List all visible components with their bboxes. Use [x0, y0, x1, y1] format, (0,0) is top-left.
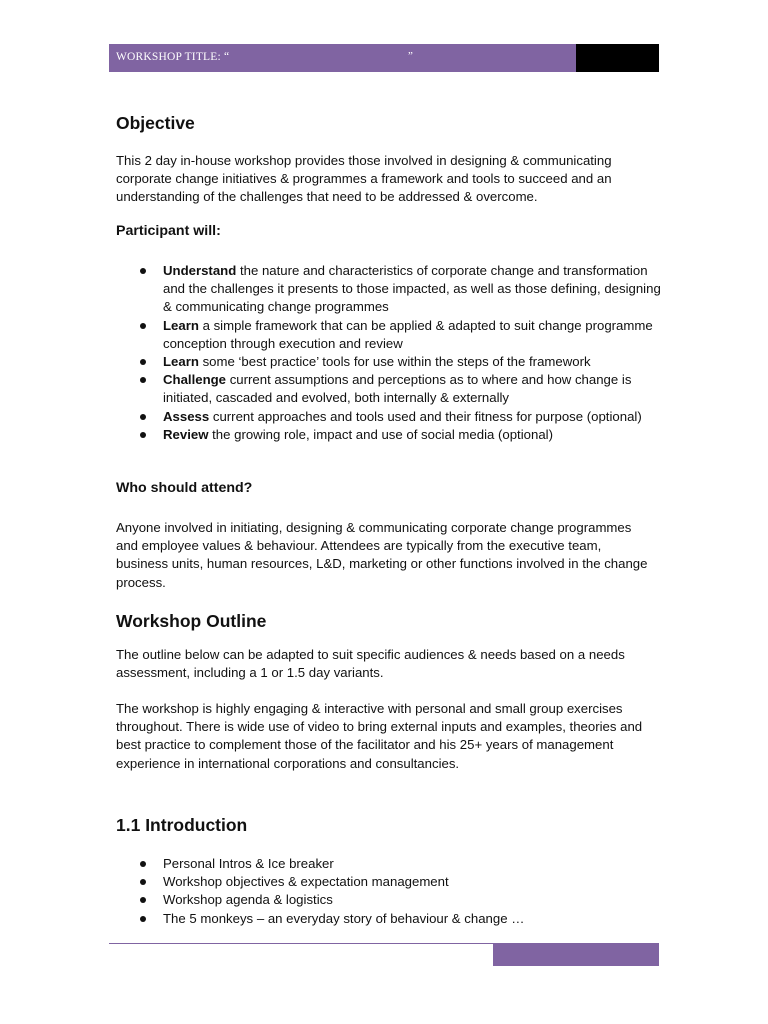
- list-item: [116, 408, 661, 426]
- list-item: [116, 262, 661, 317]
- list-item: [116, 371, 661, 407]
- list-item-text: Workshop agenda & logistics: [163, 892, 333, 908]
- list-item-text: Personal Intros & Ice breaker: [163, 856, 334, 871]
- outline-heading: Workshop Outline: [116, 611, 267, 631]
- attend-text: Anyone involved in initiating, designing & communicating corporate change programmes and employee values & behaviour. Attendees are typically from the executive team, business units, human resources, L&D, marketing or other functions involved in the change process.: [116, 520, 648, 590]
- bullet-icon: [140, 377, 146, 383]
- list-item-lead: Assess: [163, 408, 210, 424]
- list-item-text: Workshop objectives & expectation management: [163, 874, 449, 890]
- list-item: [116, 426, 661, 444]
- workshop-title-close-quote: ”: [408, 50, 413, 62]
- list-item: [116, 317, 661, 353]
- participant-heading: Participant will:: [116, 223, 221, 239]
- bullet-icon: [140, 359, 146, 365]
- list-item: [116, 891, 661, 909]
- header-black-block: [576, 44, 659, 72]
- list-item-lead: Learn: [163, 354, 199, 370]
- bullet-icon: [140, 897, 146, 903]
- list-item-text: the growing role, impact and use of social media (optional): [208, 426, 553, 442]
- list-item-text: a simple framework that can be applied & adapted to suit change programme conception through execution and review: [163, 317, 653, 351]
- bullet-icon: [140, 323, 146, 329]
- participant-list: [116, 262, 661, 444]
- bullet-icon: [140, 879, 146, 885]
- objective-text: This 2 day in-house workshop provides those involved in designing & communicating corporate change initiatives & programmes a framework and tools to succeed and an understanding of the challenges that need to be addressed & overcome.: [116, 153, 612, 205]
- list-item-text: the nature and characteristics of corporate change and transformation and the challenges it presents to those impacted, as well as those defining, designing & communicating change programmes: [163, 263, 661, 315]
- bullet-icon: [140, 414, 146, 420]
- bullet-icon: [140, 268, 146, 274]
- footer-bar: [493, 944, 659, 966]
- list-item-lead: Challenge: [163, 372, 227, 388]
- list-item-text: The 5 monkeys – an everyday story of behaviour & change …: [163, 910, 525, 926]
- outline-text-1: The outline below can be adapted to suit specific audiences & needs based on a needs assessment, including a 1 or 1.5 day variants.: [116, 647, 625, 681]
- bullet-icon: [140, 916, 146, 922]
- bullet-icon: [140, 861, 146, 867]
- list-item-text: current approaches and tools used and their fitness for purpose (optional): [209, 408, 642, 424]
- list-item-lead: Understand: [163, 263, 237, 278]
- list-item-lead: Learn: [163, 317, 199, 333]
- list-item: [116, 873, 661, 891]
- outline-text-2: The workshop is highly engaging & interactive with personal and small group exercises throughout. There is wide use of video to bring external inputs and examples, theories and best practice to complement those of the facilitator and his 25+ years of management experience in international corporations and consultancies.: [116, 701, 643, 771]
- bullet-icon: [140, 432, 146, 438]
- list-item: [116, 855, 661, 873]
- list-item-lead: Review: [163, 426, 209, 442]
- introduction-list: [116, 855, 661, 928]
- list-item-text: some ‘best practice’ tools for use within the steps of the framework: [198, 354, 591, 370]
- list-item: [116, 910, 661, 928]
- workshop-title: WORKSHOP TITLE: “: [116, 51, 230, 63]
- list-item: [116, 353, 661, 371]
- objective-heading: Objective: [116, 113, 195, 133]
- introduction-heading: 1.1 Introduction: [116, 815, 248, 835]
- attend-heading: Who should attend?: [116, 480, 253, 496]
- list-item-text: current assumptions and perceptions as to where and how change is initiated, cascaded and evolved, both internally & externally: [163, 372, 632, 406]
